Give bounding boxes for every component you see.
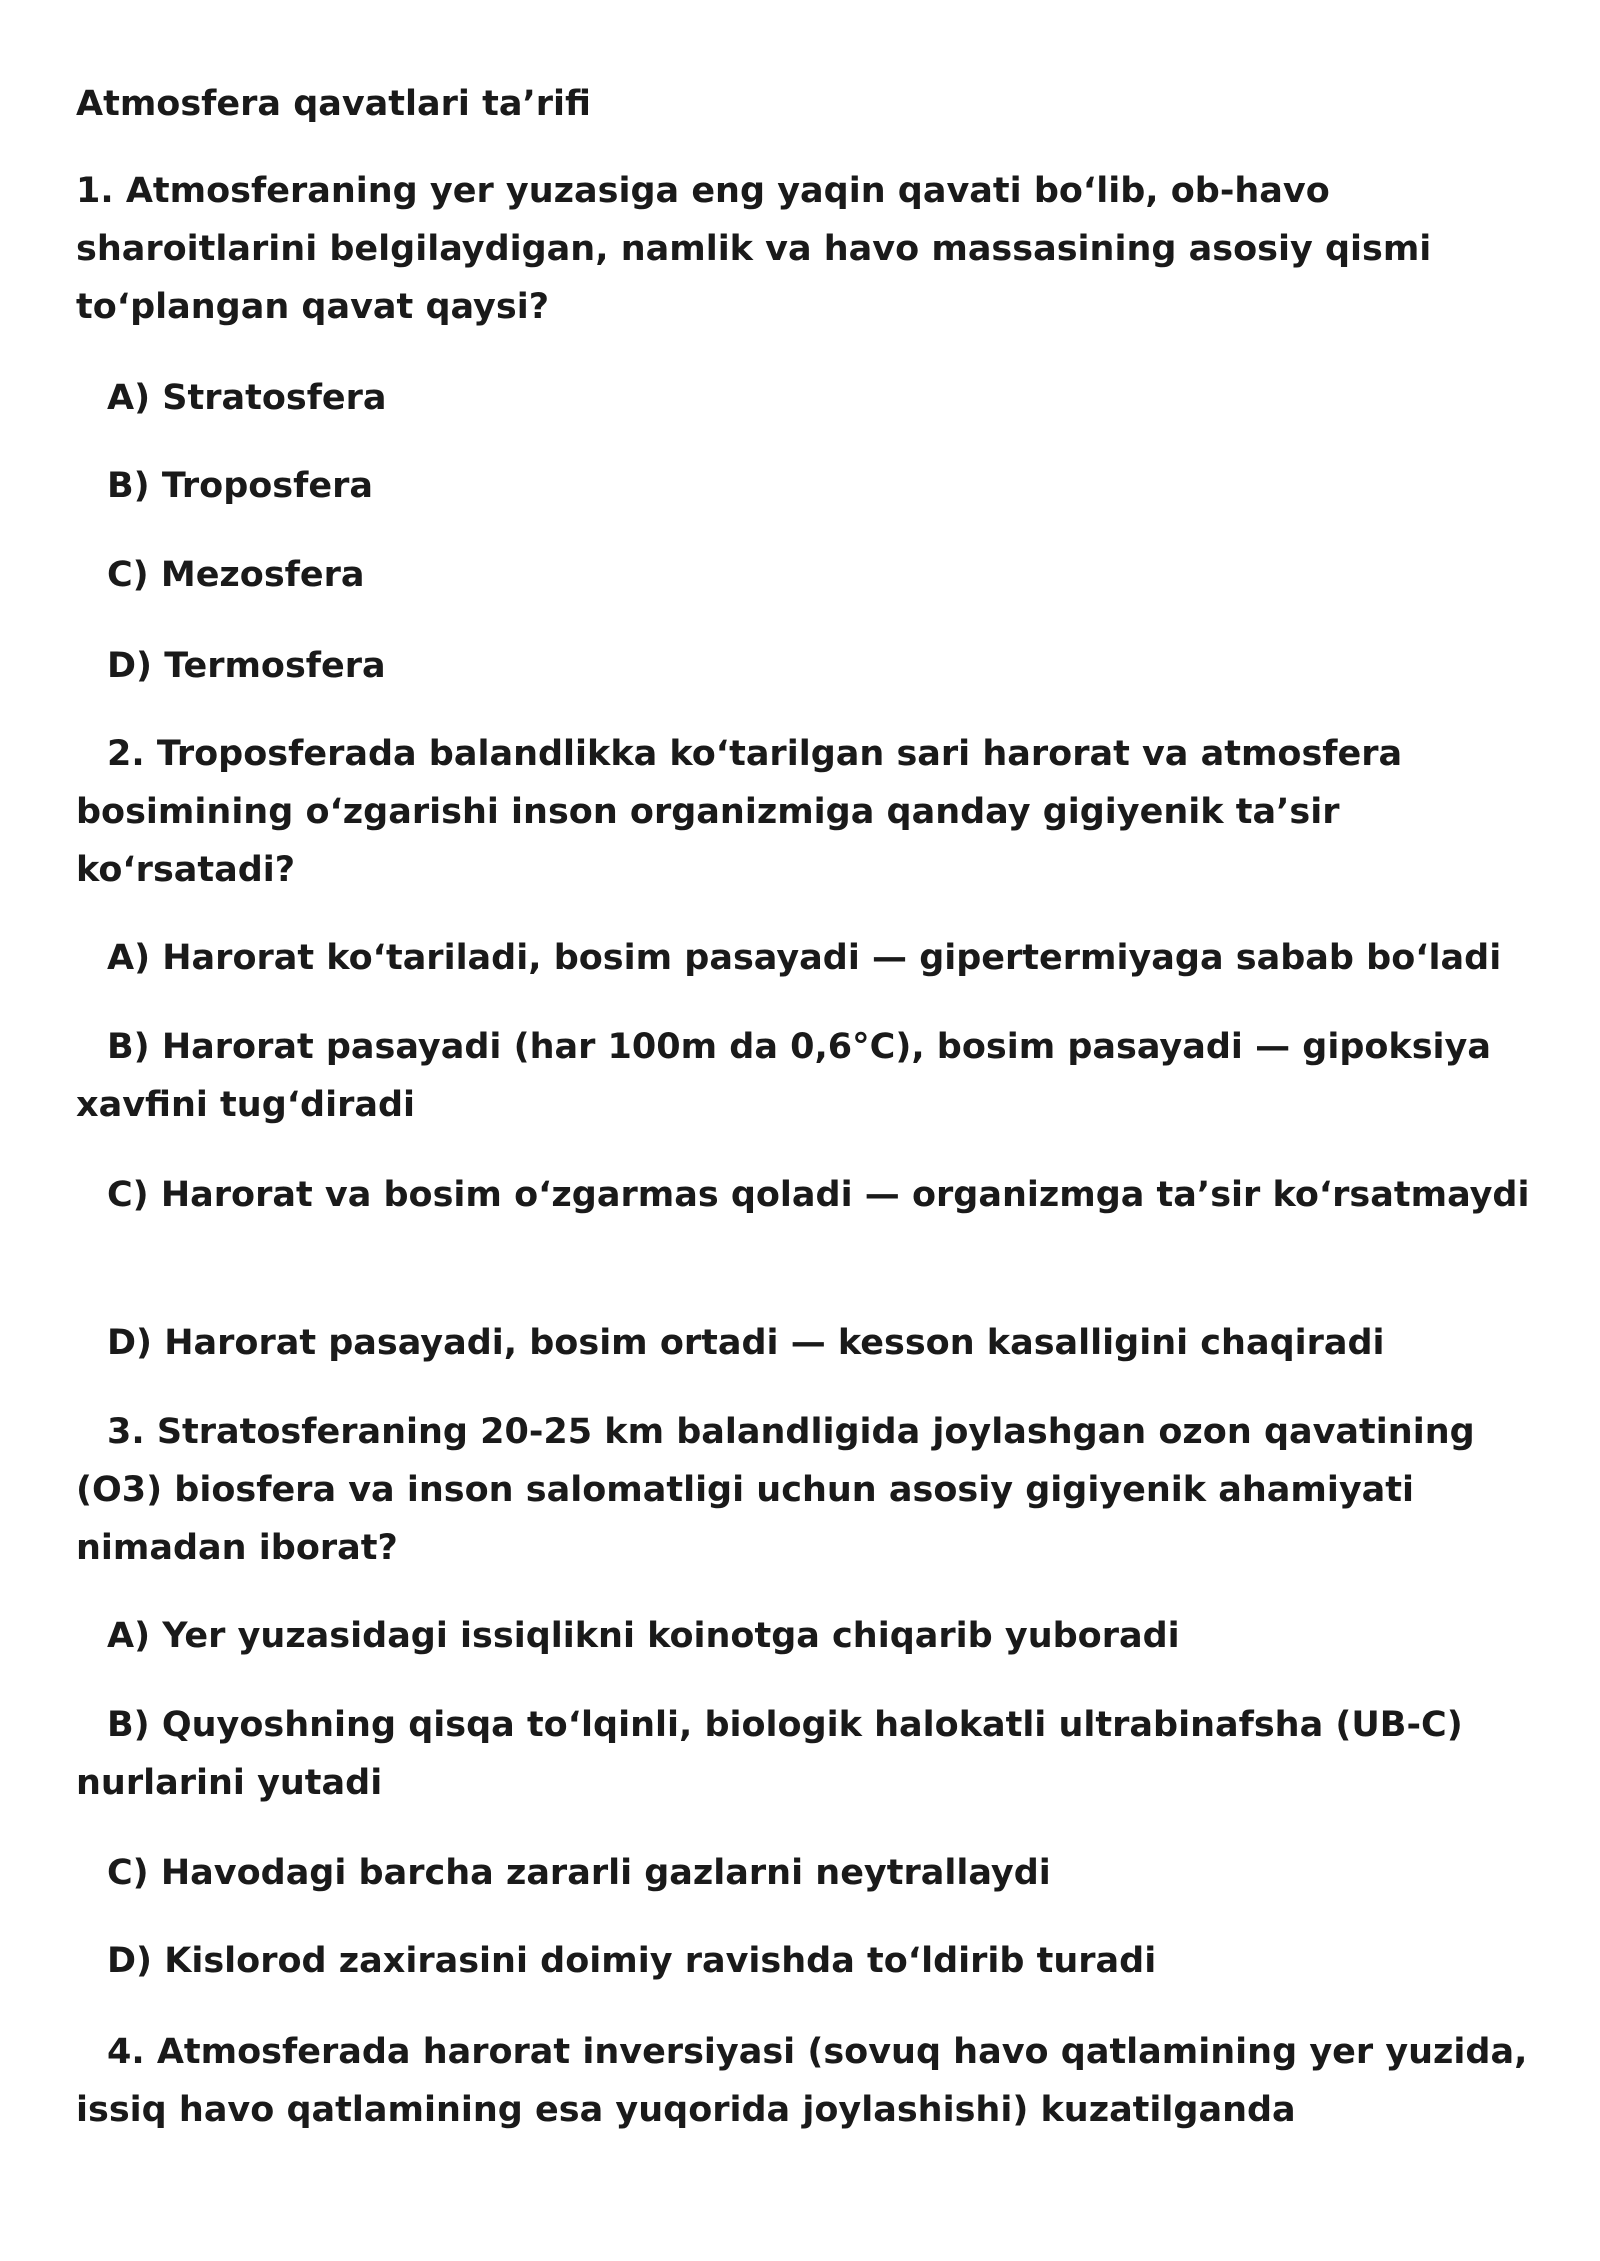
question-4-text: 4. Atmosferada harorat inversiyasi (sovuq havo qatlamining yer yuzida, issiq havo qatlamining esa yuqorida joylashishi) kuzatilganda (76, 2032, 1528, 2130)
question-1-option-d: D) Termosfera (107, 646, 386, 686)
question-1-text: 1. Atmosferaning yer yuzasiga eng yaqin qavati bo‘lib, ob-havo sharoitlarini belgilaydigan, namlik va havo massasining asosiy qismi to‘plangan qavat qaysi? (76, 171, 1432, 327)
question-3-text: 3. Stratosferaning 20-25 km balandligida joylashgan ozon qavatining (O3) biosfera va inson salomatligi uchun asosiy gigiyenik ahamiyati nimadan iborat? (76, 1412, 1475, 1568)
question-3-option-c: C) Havodagi barcha zararli gazlarni neytrallaydi (107, 1853, 1051, 1893)
question-1-option-a: A) Stratosfera (107, 378, 387, 418)
question-1-option-b: B) Troposfera (107, 466, 373, 506)
question-2-text: 2. Troposferada balandlikka ko‘tarilgan sari harorat va atmosfera bosimining o‘zgarishi inson organizmiga qanday gigiyenik ta’sir ko‘rsatadi? (76, 734, 1403, 890)
question-2-option-d: D) Harorat pasayadi, bosim ortadi — kesson kasalligini chaqiradi (107, 1323, 1385, 1363)
question-3-option-b: B) Quyoshning qisqa to‘lqinli, biologik halokatli ultrabinafsha (UB-C) nurlarini yutadi (76, 1705, 1463, 1803)
question-2-option-a: A) Harorat ko‘tariladi, bosim pasayadi — gipertermiyaga sabab bo‘ladi (107, 938, 1502, 978)
question-2-option-b: B) Harorat pasayadi (har 100m da 0,6°C), bosim pasayadi — gipoksiya xavfini tug‘diradi (76, 1027, 1491, 1125)
question-3-option-a: A) Yer yuzasidagi issiqlikni koinotga chiqarib yuboradi (107, 1616, 1180, 1656)
question-1-option-c: C) Mezosfera (107, 555, 365, 595)
question-2-option-c: C) Harorat va bosim o‘zgarmas qoladi — organizmga ta’sir ko‘rsatmaydi (107, 1175, 1530, 1215)
question-3-option-d: D) Kislorod zaxirasini doimiy ravishda to‘ldirib turadi (107, 1941, 1157, 1981)
document-title: Atmosfera qavatlari ta’rifi (76, 84, 591, 124)
